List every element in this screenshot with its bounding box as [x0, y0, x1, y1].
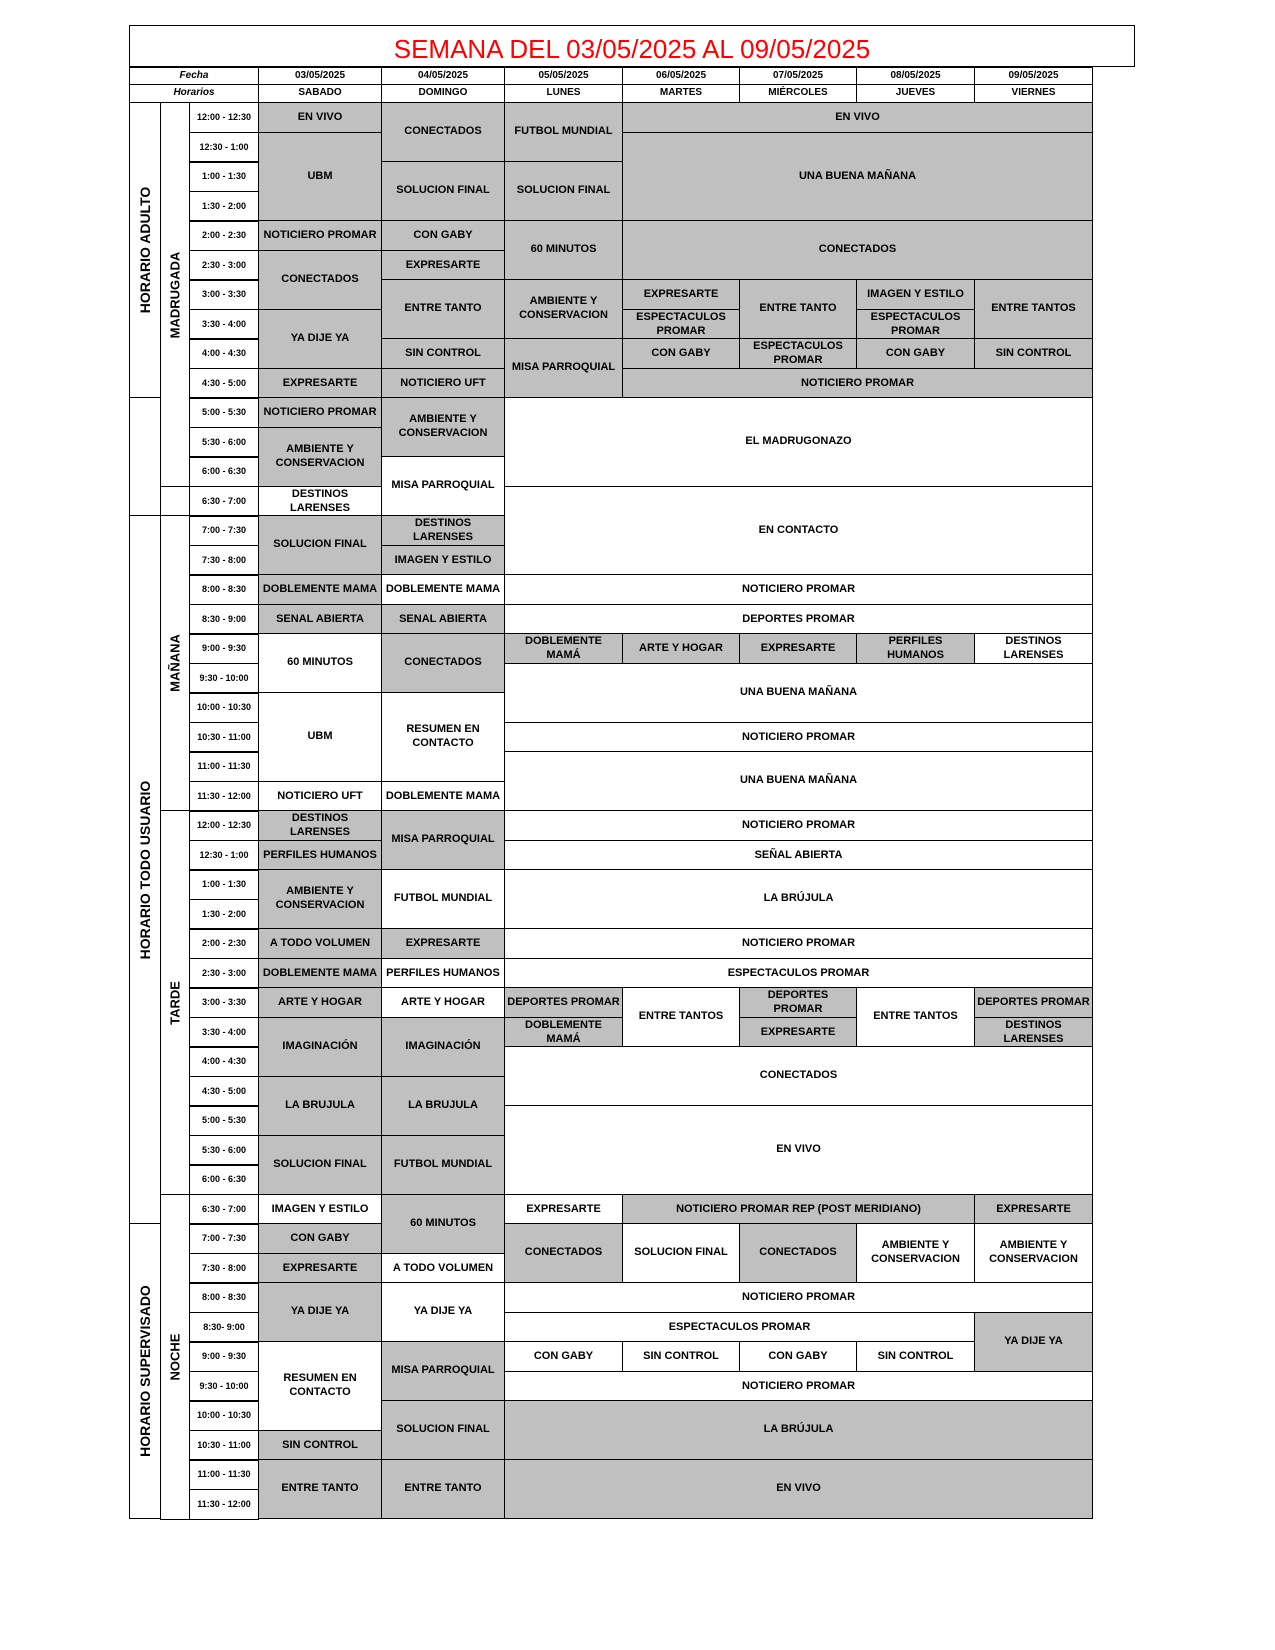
- program-block: EXPRESARTE: [739, 1017, 857, 1048]
- day-band-label: TARDE: [167, 980, 183, 1025]
- program-block: EXPRESARTE: [381, 928, 505, 959]
- time-slot: 10:00 - 10:30: [189, 1400, 259, 1431]
- time-slot: 5:00 - 5:30: [189, 1105, 259, 1136]
- time-slot: 2:30 - 3:00: [189, 958, 259, 989]
- program-block: DOBLEMENTE MAMÁ: [504, 1017, 623, 1048]
- program-block: MISA PARROQUIAL: [381, 1341, 505, 1401]
- day-header: MIÉRCOLES: [739, 84, 857, 103]
- time-slot: 8:30 - 9:00: [189, 604, 259, 635]
- program-block: CONECTADOS: [504, 1046, 1093, 1106]
- program-block: 60 MINUTOS: [504, 220, 623, 280]
- program-block: 60 MINUTOS: [258, 633, 382, 693]
- program-block: NOTICIERO PROMAR: [504, 1371, 1093, 1402]
- time-slot: 7:00 - 7:30: [189, 515, 259, 546]
- program-block: NOTICIERO UFT: [381, 368, 505, 399]
- program-block: DESTINOS LARENSES: [381, 515, 505, 546]
- program-block: YA DIJE YA: [258, 1282, 382, 1342]
- time-slot: 9:00 - 9:30: [189, 1341, 259, 1372]
- program-block: LA BRUJULA: [381, 1076, 505, 1136]
- time-slot: 2:00 - 2:30: [189, 928, 259, 959]
- time-slot: 5:00 - 5:30: [189, 397, 259, 428]
- time-slot: 7:00 - 7:30: [189, 1223, 259, 1254]
- program-block: SIN CONTROL: [622, 1341, 740, 1372]
- program-block: NOTICIERO UFT: [258, 781, 382, 812]
- program-block: AMBIENTE Y CONSERVACION: [856, 1223, 975, 1283]
- program-block: EXPRESARTE: [504, 1194, 623, 1225]
- program-block: IMAGEN Y ESTILO: [856, 279, 975, 310]
- program-block: ENTRE TANTO: [739, 279, 857, 339]
- time-slot: 7:30 - 8:00: [189, 1253, 259, 1284]
- program-block: PERFILES HUMANOS: [381, 958, 505, 989]
- program-block: SEÑAL ABIERTA: [504, 840, 1093, 871]
- program-block: CONECTADOS: [381, 633, 505, 693]
- time-slot: 6:00 - 6:30: [189, 1164, 259, 1195]
- program-block: EN VIVO: [504, 1105, 1093, 1195]
- time-slot: 12:30 - 1:00: [189, 132, 259, 163]
- program-block: EN VIVO: [622, 102, 1093, 133]
- day-band-label: MAÑANA: [167, 634, 183, 692]
- date-header: 05/05/2025: [504, 67, 623, 85]
- program-block: RESUMEN EN CONTACTO: [381, 692, 505, 782]
- time-slot: 2:30 - 3:00: [189, 250, 259, 281]
- program-block: DESTINOS LARENSES: [258, 486, 382, 517]
- program-block: PERFILES HUMANOS: [258, 840, 382, 871]
- program-block: YA DIJE YA: [258, 309, 382, 369]
- program-block: UNA BUENA MAÑANA: [504, 663, 1093, 723]
- program-block: NOTICIERO PROMAR REP (POST MERIDIANO): [622, 1194, 975, 1225]
- program-block: CON GABY: [381, 220, 505, 251]
- day-header: JUEVES: [856, 84, 975, 103]
- program-block: ARTE Y HOGAR: [381, 987, 505, 1018]
- program-block: DEPORTES PROMAR: [504, 987, 623, 1018]
- program-block: EL MADRUGONAZO: [504, 397, 1093, 487]
- schedule-group-label: HORARIO TODO USUARIO: [137, 780, 153, 959]
- program-block: DEPORTES PROMAR: [974, 987, 1093, 1018]
- program-block: 60 MINUTOS: [381, 1194, 505, 1254]
- program-block: SIN CONTROL: [974, 338, 1093, 369]
- day-header: DOMINGO: [381, 84, 505, 103]
- time-slot: 8:00 - 8:30: [189, 574, 259, 605]
- program-block: SOLUCION FINAL: [622, 1223, 740, 1283]
- program-block: CON GABY: [258, 1223, 382, 1254]
- program-block: LA BRÚJULA: [504, 869, 1093, 929]
- program-block: NOTICIERO PROMAR: [622, 368, 1093, 399]
- program-block: ESPECTACULOS PROMAR: [622, 309, 740, 340]
- time-slot: 9:30 - 10:00: [189, 1371, 259, 1402]
- program-block: ENTRE TANTOS: [974, 279, 1093, 339]
- program-block: YA DIJE YA: [381, 1282, 505, 1342]
- time-slot: 9:30 - 10:00: [189, 663, 259, 694]
- program-block: NOTICIERO PROMAR: [504, 928, 1093, 959]
- program-block: DESTINOS LARENSES: [258, 810, 382, 841]
- program-block: DESTINOS LARENSES: [974, 1017, 1093, 1048]
- time-slot: 3:00 - 3:30: [189, 987, 259, 1018]
- program-block: DOBLEMENTE MAMÁ: [504, 633, 623, 664]
- time-slot: 9:00 - 9:30: [189, 633, 259, 664]
- program-block: NOTICIERO PROMAR: [504, 1282, 1093, 1313]
- time-slot: 1:00 - 1:30: [189, 869, 259, 900]
- program-block: LA BRÚJULA: [504, 1400, 1093, 1460]
- date-header: 08/05/2025: [856, 67, 975, 85]
- program-block: ESPECTACULOS PROMAR: [856, 309, 975, 340]
- program-block: MISA PARROQUIAL: [381, 456, 505, 516]
- time-slot: 12:00 - 12:30: [189, 810, 259, 841]
- time-slot: 4:00 - 4:30: [189, 1046, 259, 1077]
- program-block: SENAL ABIERTA: [258, 604, 382, 635]
- program-block: ARTE Y HOGAR: [622, 633, 740, 664]
- program-block: EXPRESARTE: [258, 1253, 382, 1284]
- program-block: ESPECTACULOS PROMAR: [504, 958, 1093, 989]
- program-block: FUTBOL MUNDIAL: [504, 102, 623, 162]
- date-header: 03/05/2025: [258, 67, 382, 85]
- program-block: AMBIENTE Y CONSERVACION: [974, 1223, 1093, 1283]
- program-block: A TODO VOLUMEN: [258, 928, 382, 959]
- program-block: SIN CONTROL: [381, 338, 505, 369]
- time-slot: 4:30 - 5:00: [189, 368, 259, 399]
- schedule-group-label: HORARIO SUPERVISADO: [137, 1285, 153, 1457]
- program-block: AMBIENTE Y CONSERVACION: [258, 427, 382, 487]
- date-header: 07/05/2025: [739, 67, 857, 85]
- time-slot: 3:30 - 4:00: [189, 309, 259, 340]
- time-slot: 10:30 - 11:00: [189, 722, 259, 753]
- time-slot: 8:00 - 8:30: [189, 1282, 259, 1313]
- schedule-group: [129, 1223, 161, 1519]
- date-header: 09/05/2025: [974, 67, 1093, 85]
- day-header: SABADO: [258, 84, 382, 103]
- program-block: DESTINOS LARENSES: [974, 633, 1093, 664]
- program-block: SOLUCION FINAL: [381, 1400, 505, 1460]
- program-block: NOTICIERO PROMAR: [258, 397, 382, 428]
- program-block: EN CONTACTO: [504, 486, 1093, 576]
- day-band: [160, 486, 190, 517]
- program-block: DOBLEMENTE MAMA: [381, 781, 505, 812]
- program-block: CON GABY: [739, 1341, 857, 1372]
- program-block: CON GABY: [622, 338, 740, 369]
- program-block: MISA PARROQUIAL: [504, 338, 623, 398]
- program-block: NOTICIERO PROMAR: [504, 574, 1093, 605]
- program-block: AMBIENTE Y CONSERVACION: [381, 397, 505, 457]
- time-slot: 7:30 - 8:00: [189, 545, 259, 576]
- time-slot: 11:00 - 11:30: [189, 1459, 259, 1490]
- schedule-group: [129, 397, 161, 516]
- program-block: DOBLEMENTE MAMA: [258, 574, 382, 605]
- schedule-group-label: HORARIO ADULTO: [137, 186, 153, 314]
- program-block: ARTE Y HOGAR: [258, 987, 382, 1018]
- program-block: UBM: [258, 692, 382, 782]
- program-block: IMAGINACIÓN: [258, 1017, 382, 1077]
- program-block: ESPECTACULOS PROMAR: [739, 338, 857, 369]
- time-slot: 1:30 - 2:00: [189, 191, 259, 222]
- program-block: NOTICIERO PROMAR: [504, 722, 1093, 753]
- program-block: CONECTADOS: [739, 1223, 857, 1283]
- date-header: 06/05/2025: [622, 67, 740, 85]
- time-slot: 10:00 - 10:30: [189, 692, 259, 723]
- time-slot: 6:00 - 6:30: [189, 456, 259, 487]
- program-block: EN VIVO: [258, 102, 382, 133]
- time-slot: 6:30 - 7:00: [189, 1194, 259, 1225]
- program-block: UNA BUENA MAÑANA: [622, 132, 1093, 222]
- program-block: ENTRE TANTO: [258, 1459, 382, 1519]
- program-block: SOLUCION FINAL: [504, 161, 623, 221]
- program-block: DEPORTES PROMAR: [504, 604, 1093, 635]
- program-block: EXPRESARTE: [622, 279, 740, 310]
- program-block: SOLUCION FINAL: [381, 161, 505, 221]
- time-slot: 12:30 - 1:00: [189, 840, 259, 871]
- time-slot: 12:00 - 12:30: [189, 102, 259, 133]
- fecha-label: Fecha: [129, 67, 259, 85]
- time-slot: 1:30 - 2:00: [189, 899, 259, 930]
- program-block: IMAGINACIÓN: [381, 1017, 505, 1077]
- program-block: AMBIENTE Y CONSERVACION: [504, 279, 623, 339]
- day-band: [160, 1194, 190, 1520]
- time-slot: 4:30 - 5:00: [189, 1076, 259, 1107]
- program-block: UNA BUENA MAÑANA: [504, 751, 1093, 811]
- time-slot: 2:00 - 2:30: [189, 220, 259, 251]
- time-slot: 6:30 - 7:00: [189, 486, 259, 517]
- program-block: EXPRESARTE: [974, 1194, 1093, 1225]
- program-block: CONECTADOS: [622, 220, 1093, 280]
- time-slot: 11:30 - 12:00: [189, 781, 259, 812]
- program-block: ESPECTACULOS PROMAR: [504, 1312, 975, 1343]
- program-block: RESUMEN EN CONTACTO: [258, 1341, 382, 1431]
- program-block: CONECTADOS: [381, 102, 505, 162]
- program-block: DOBLEMENTE MAMA: [258, 958, 382, 989]
- program-block: DOBLEMENTE MAMA: [381, 574, 505, 605]
- program-block: LA BRUJULA: [258, 1076, 382, 1136]
- time-slot: 3:30 - 4:00: [189, 1017, 259, 1048]
- time-slot: 5:30 - 6:00: [189, 1135, 259, 1166]
- program-block: SOLUCION FINAL: [258, 1135, 382, 1195]
- time-slot: 4:00 - 4:30: [189, 338, 259, 369]
- program-block: EN VIVO: [504, 1459, 1093, 1519]
- time-slot: 5:30 - 6:00: [189, 427, 259, 458]
- program-block: YA DIJE YA: [974, 1312, 1093, 1372]
- time-slot: 8:30- 9:00: [189, 1312, 259, 1343]
- time-slot: 1:00 - 1:30: [189, 161, 259, 192]
- time-slot: 10:30 - 11:00: [189, 1430, 259, 1461]
- program-block: SIN CONTROL: [258, 1430, 382, 1461]
- program-block: SENAL ABIERTA: [381, 604, 505, 635]
- day-header: LUNES: [504, 84, 623, 103]
- time-slot: 11:30 - 12:00: [189, 1489, 259, 1520]
- program-block: A TODO VOLUMEN: [381, 1253, 505, 1284]
- program-block: NOTICIERO PROMAR: [504, 810, 1093, 841]
- program-block: SIN CONTROL: [856, 1341, 975, 1372]
- program-block: MISA PARROQUIAL: [381, 810, 505, 870]
- page-title: SEMANA DEL 03/05/2025 AL 09/05/2025: [129, 25, 1135, 67]
- program-block: CONECTADOS: [258, 250, 382, 310]
- schedule-group: [129, 515, 161, 1224]
- program-block: EXPRESARTE: [381, 250, 505, 281]
- program-block: EXPRESARTE: [258, 368, 382, 399]
- program-block: UBM: [258, 132, 382, 222]
- program-block: IMAGEN Y ESTILO: [381, 545, 505, 576]
- program-block: ENTRE TANTOS: [622, 987, 740, 1047]
- program-block: FUTBOL MUNDIAL: [381, 1135, 505, 1195]
- time-slot: 3:00 - 3:30: [189, 279, 259, 310]
- horarios-label: Horarios: [129, 84, 259, 103]
- program-block: CON GABY: [504, 1341, 623, 1372]
- day-header: VIERNES: [974, 84, 1093, 103]
- program-block: FUTBOL MUNDIAL: [381, 869, 505, 929]
- program-block: SOLUCION FINAL: [258, 515, 382, 575]
- day-band: [160, 515, 190, 811]
- day-band-label: MADRUGADA: [167, 251, 183, 338]
- program-block: ENTRE TANTO: [381, 279, 505, 339]
- day-header: MARTES: [622, 84, 740, 103]
- program-block: CON GABY: [856, 338, 975, 369]
- day-band-label: NOCHE: [167, 1333, 183, 1381]
- program-block: AMBIENTE Y CONSERVACION: [258, 869, 382, 929]
- day-band: [160, 102, 190, 487]
- program-block: ENTRE TANTOS: [856, 987, 975, 1047]
- time-slot: 11:00 - 11:30: [189, 751, 259, 782]
- program-block: DEPORTES PROMAR: [739, 987, 857, 1018]
- day-band: [160, 810, 190, 1195]
- program-block: CONECTADOS: [504, 1223, 623, 1283]
- program-block: PERFILES HUMANOS: [856, 633, 975, 664]
- program-block: ENTRE TANTO: [381, 1459, 505, 1519]
- program-block: IMAGEN Y ESTILO: [258, 1194, 382, 1225]
- program-block: EXPRESARTE: [739, 633, 857, 664]
- schedule-group: [129, 102, 161, 398]
- date-header: 04/05/2025: [381, 67, 505, 85]
- program-block: NOTICIERO PROMAR: [258, 220, 382, 251]
